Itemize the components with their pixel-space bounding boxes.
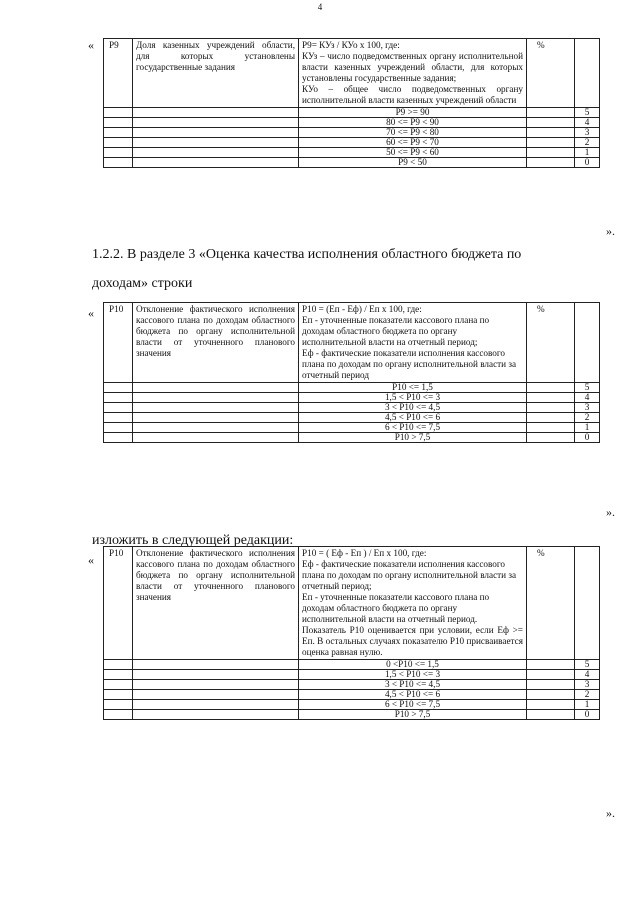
scale-condition: 50 <= Р9 < 60 [299, 148, 527, 158]
empty-score-cell [575, 547, 600, 660]
scale-row [104, 670, 600, 680]
formula-line: Еф - фактические показатели исполнения кассового плана по доходам по органу исполнительной власти за отчетный период [302, 348, 517, 380]
scale-score: 4 [575, 118, 600, 128]
scale-row [104, 148, 600, 158]
indicator-unit: % [527, 303, 575, 383]
formula-line: КУо – общее число подведомственных органу исполнительной власти казенных учреждений области [302, 84, 523, 105]
scale-condition: 4,5 < Р10 <= 6 [299, 690, 527, 700]
scale-score: 4 [575, 670, 600, 680]
closing-quote: ». [606, 806, 615, 820]
scale-score: 0 [575, 710, 600, 720]
indicator-row [104, 547, 600, 660]
scale-row [104, 108, 600, 118]
scale-row [104, 403, 600, 413]
scale-score: 1 [575, 423, 600, 433]
indicator-code: Р10 [104, 547, 133, 660]
scale-score: 5 [575, 383, 600, 393]
scale-row [104, 660, 600, 670]
formula-line: Р10 = (Еп - Еф) / Еп х 100, где: [302, 304, 422, 314]
scale-condition: 80 <= Р9 < 90 [299, 118, 527, 128]
indicator-name: Отклонение фактического исполнения кассового плана по доходам областного бюджета по органу исполнительной власти от уточненного планового значения [133, 547, 299, 660]
scale-row [104, 700, 600, 710]
closing-quote: ». [606, 505, 615, 519]
scale-row [104, 423, 600, 433]
scale-score: 4 [575, 393, 600, 403]
empty-score-cell [575, 39, 600, 108]
paragraph-section-ref-continued: доходам» строки [92, 276, 193, 291]
indicator-table-p10-new [103, 546, 600, 720]
scale-condition: Р9 < 50 [299, 158, 527, 168]
scale-score: 5 [575, 108, 600, 118]
scale-condition: Р9 >= 90 [299, 108, 527, 118]
scale-row [104, 413, 600, 423]
empty-score-cell [575, 303, 600, 383]
indicator-row [104, 303, 600, 383]
scale-score: 0 [575, 158, 600, 168]
scale-score: 3 [575, 680, 600, 690]
paragraph-section-ref: 1.2.2. В разделе 3 «Оценка качества исполнения областного бюджета по [92, 247, 522, 262]
indicator-table-p10-old [103, 302, 600, 443]
opening-quote: « [88, 38, 94, 52]
indicator-unit: % [527, 547, 575, 660]
formula-line: Показатель Р10 оценивается при условии, если Еф >= Еп. В остальных случаях показателю Р10 присваивается оценка равная нулю. [302, 625, 523, 657]
scale-condition: 3 < Р10 <= 4,5 [299, 403, 527, 413]
scale-condition: 60 <= Р9 < 70 [299, 138, 527, 148]
indicator-code: Р10 [104, 303, 133, 383]
scale-score: 1 [575, 148, 600, 158]
scale-score: 0 [575, 433, 600, 443]
scale-condition: 70 <= Р9 < 80 [299, 128, 527, 138]
scale-condition: Р10 > 7,5 [299, 710, 527, 720]
indicator-table-p9 [103, 38, 600, 168]
scale-row [104, 433, 600, 443]
indicator-formula [299, 39, 527, 108]
scale-condition: 3 < Р10 <= 4,5 [299, 680, 527, 690]
scale-row [104, 690, 600, 700]
scale-condition: 4,5 < Р10 <= 6 [299, 413, 527, 423]
scale-row [104, 383, 600, 393]
scale-condition: 6 < Р10 <= 7,5 [299, 700, 527, 710]
scale-score: 5 [575, 660, 600, 670]
indicator-unit: % [527, 39, 575, 108]
formula-line: КУз – число подведомственных органу исполнительной власти казенных учреждений области, для которых установлены государственные задания; [302, 51, 523, 83]
scale-condition: 1,5 < Р10 <= 3 [299, 670, 527, 680]
scale-row [104, 710, 600, 720]
indicator-row [104, 39, 600, 108]
opening-quote: « [88, 553, 94, 567]
scale-condition: Р10 > 7,5 [299, 433, 527, 443]
indicator-name: Доля казенных учреждений области, для которых установлены государственные задания [133, 39, 299, 108]
indicator-name: Отклонение фактического исполнения кассового плана по доходам областного бюджета по органу исполнительной власти от уточненного планового значения [133, 303, 299, 383]
scale-score: 1 [575, 700, 600, 710]
scale-score: 3 [575, 128, 600, 138]
scale-row [104, 393, 600, 403]
scale-score: 2 [575, 138, 600, 148]
scale-condition: 1,5 < Р10 <= 3 [299, 393, 527, 403]
scale-condition: 0 <Р10 <= 1,5 [299, 660, 527, 670]
formula-line: Еп - уточненные показатели кассового плана по доходам областного бюджета по органу исполнительной власти на отчетный период; [302, 315, 490, 347]
scale-row [104, 680, 600, 690]
scale-row [104, 128, 600, 138]
scale-score: 2 [575, 690, 600, 700]
indicator-code: Р9 [104, 39, 133, 108]
scale-score: 3 [575, 403, 600, 413]
indicator-formula [299, 303, 527, 383]
formula-line: Р9= КУз / КУо х 100, где: [302, 40, 400, 50]
formula-line: Еп - уточненные показатели кассового плана по доходам областного бюджета по органу исполнительной власти на отчетный период. [302, 592, 490, 624]
scale-score: 2 [575, 413, 600, 423]
closing-quote: ». [606, 224, 615, 238]
indicator-formula [299, 547, 527, 660]
paragraph-new-edition: изложить в следующей редакции: [92, 533, 294, 548]
page-number: 4 [317, 2, 323, 12]
scale-row [104, 118, 600, 128]
scale-condition: 6 < Р10 <= 7,5 [299, 423, 527, 433]
formula-line: Р10 = ( Еф - Еп ) / Еп х 100, где: [302, 548, 427, 558]
formula-line: Еф - фактические показатели исполнения кассового плана по доходам по органу исполнительной власти за отчетный период; [302, 559, 517, 591]
opening-quote: « [88, 306, 94, 320]
scale-row [104, 158, 600, 168]
scale-row [104, 138, 600, 148]
scale-condition: Р10 <= 1,5 [299, 383, 527, 393]
